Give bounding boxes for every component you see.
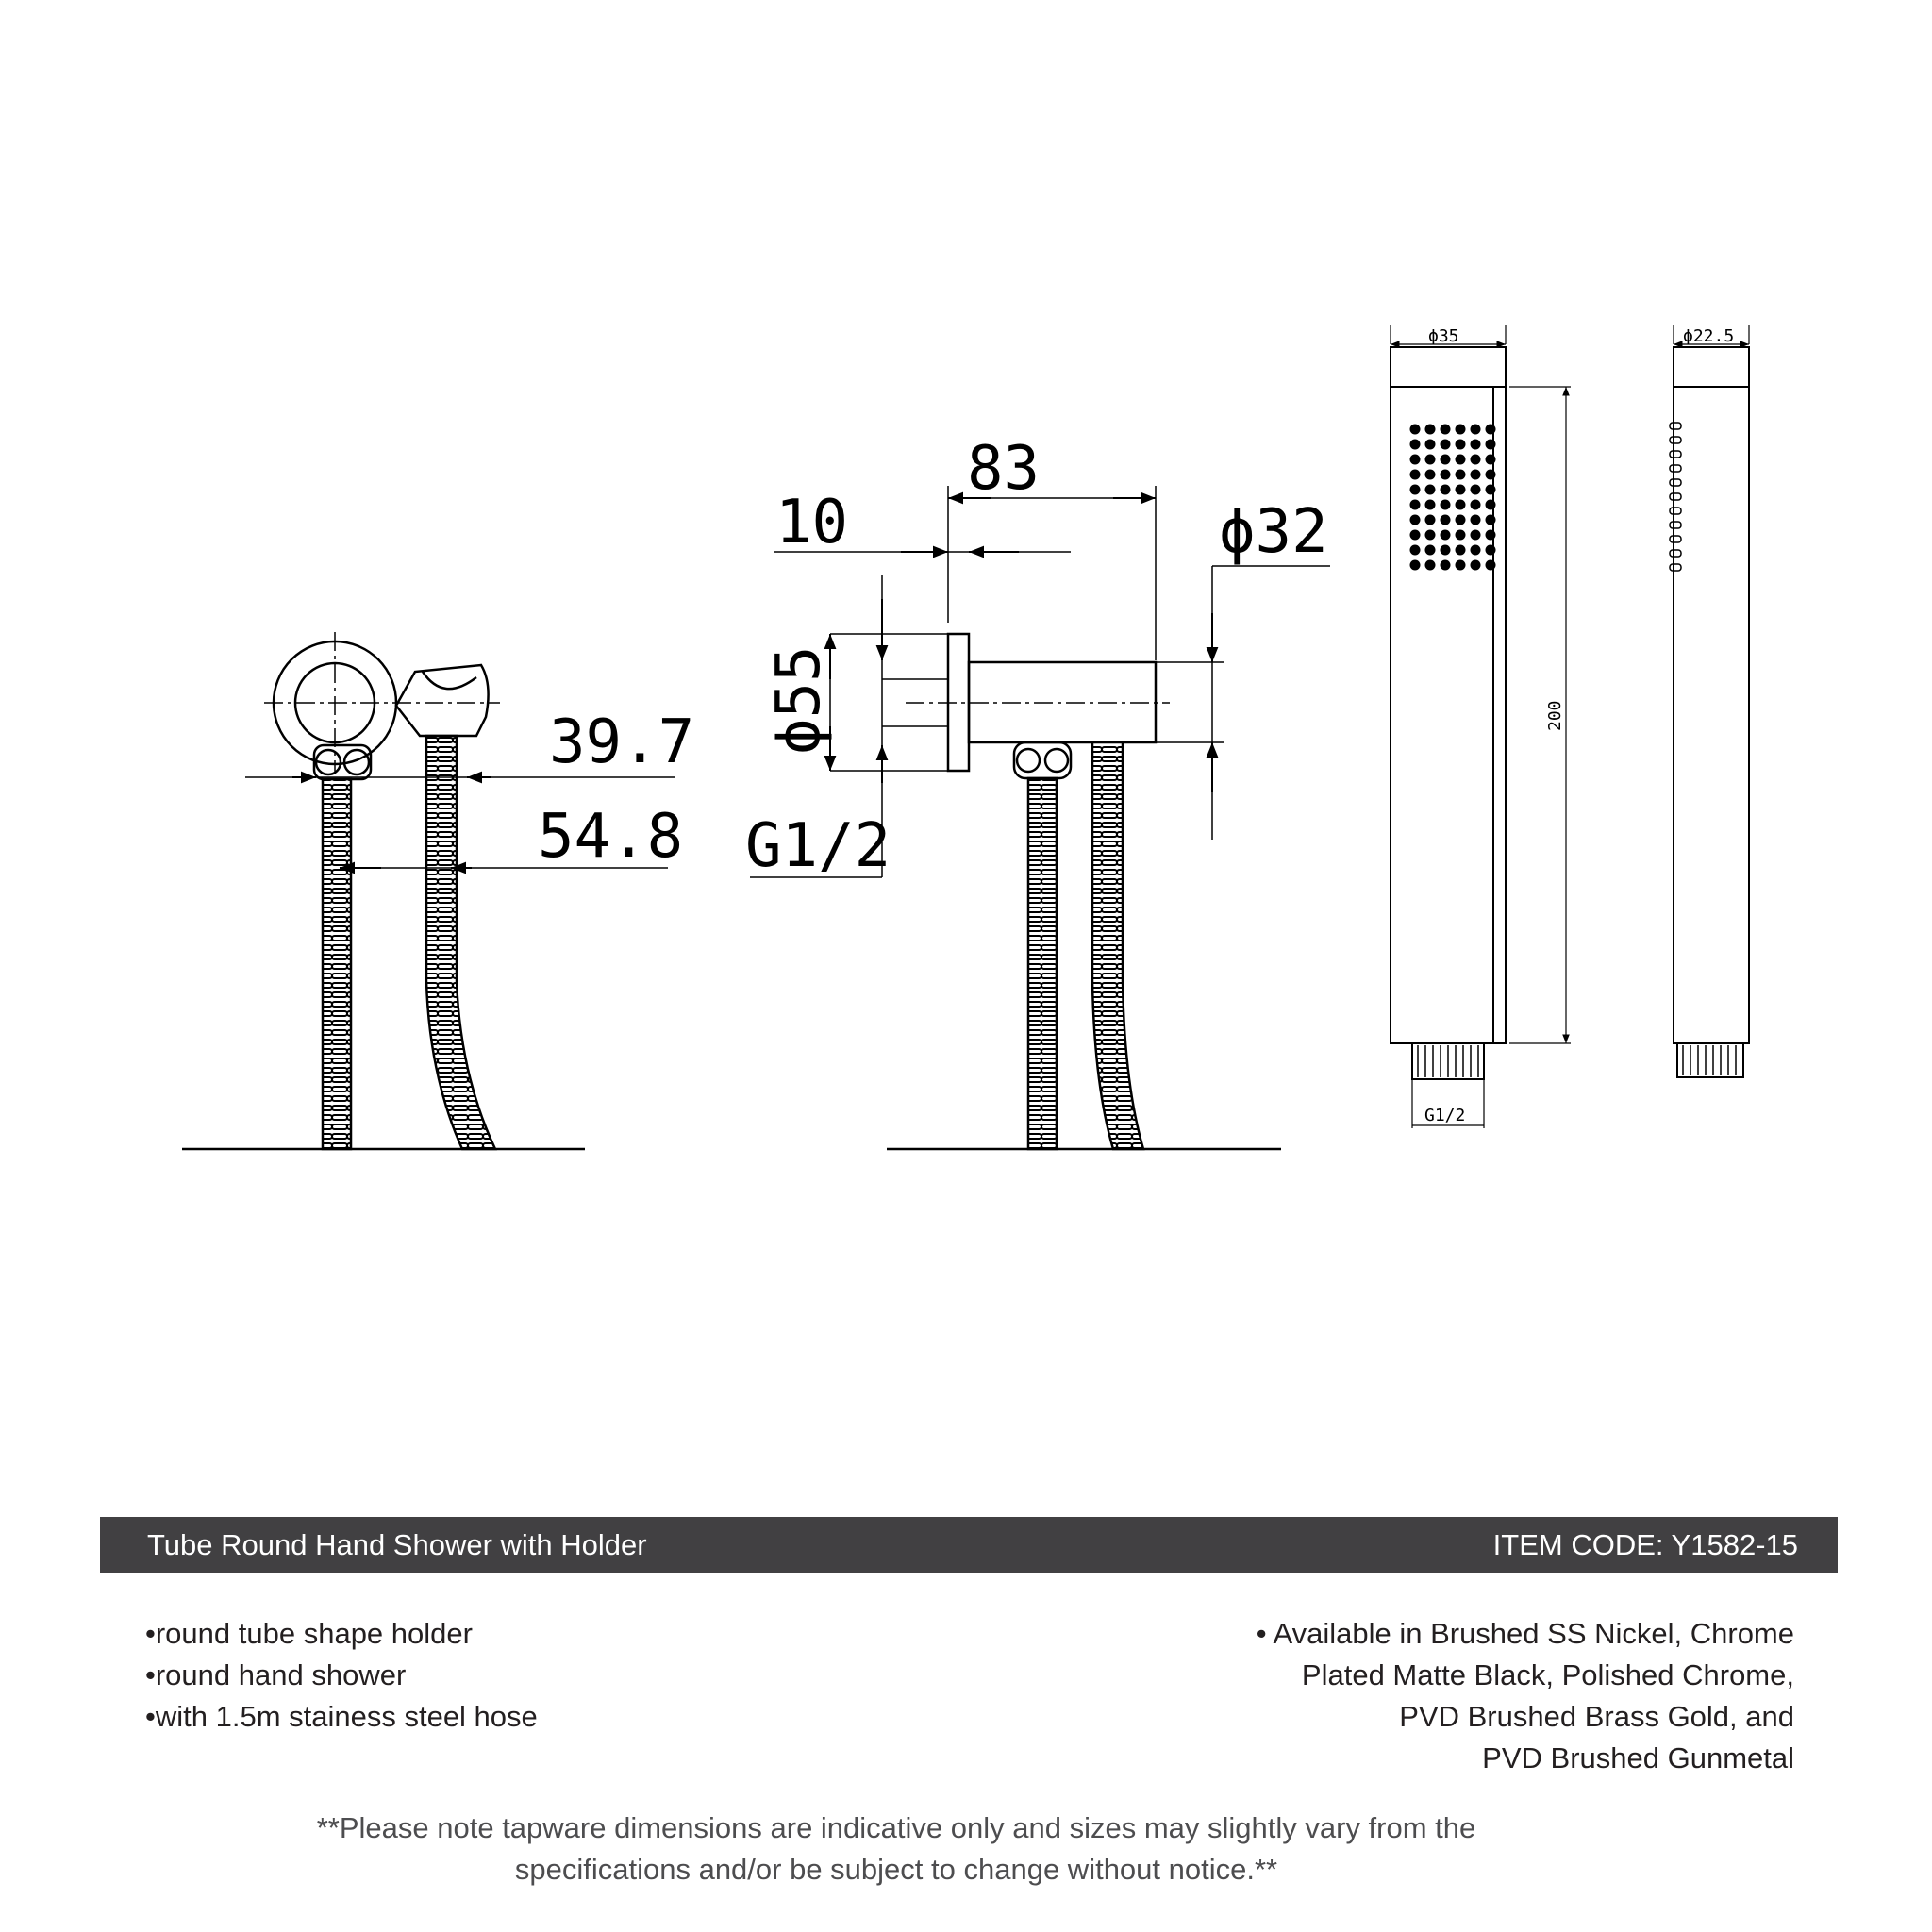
finish-line: PVD Brushed Gunmetal bbox=[1482, 1741, 1794, 1774]
side-hose-left bbox=[323, 779, 351, 1149]
dim-phi22-5: ϕ22.5 bbox=[1683, 326, 1735, 346]
note-line: specifications and/or be subject to change without notice.** bbox=[514, 1853, 1278, 1886]
front-hose-nut bbox=[1014, 742, 1071, 778]
title-bar bbox=[100, 1517, 1838, 1573]
product-title: Tube Round Hand Shower with Holder bbox=[147, 1528, 647, 1561]
side-hose-right bbox=[426, 736, 495, 1149]
front-hose-left bbox=[1028, 778, 1057, 1149]
feature-list bbox=[145, 1613, 538, 1738]
dim-10: 10 bbox=[775, 488, 849, 558]
note-line: **Please note tapware dimensions are indicative only and sizes may slightly vary from the bbox=[316, 1811, 1476, 1844]
shower-side-view bbox=[1670, 325, 1749, 1077]
finish-line: PVD Brushed Brass Gold, and bbox=[1399, 1700, 1794, 1733]
disclaimer-note bbox=[236, 1807, 1557, 1890]
shower-side-thread bbox=[1677, 1043, 1743, 1077]
front-hose-right bbox=[1092, 742, 1143, 1149]
dim-83: 83 bbox=[967, 434, 1041, 504]
finish-line: • Available in Brushed SS Nickel, Chrome bbox=[1256, 1617, 1794, 1650]
side-cradle bbox=[396, 665, 489, 736]
item-code: ITEM CODE: Y1582-15 bbox=[1492, 1528, 1798, 1561]
shower-front-body bbox=[1391, 347, 1506, 1043]
feature-item: • round hand shower bbox=[145, 1655, 538, 1696]
dim-200: 200 bbox=[1545, 700, 1565, 731]
finish-line: Plated Matte Black, Polished Chrome, bbox=[1301, 1658, 1794, 1691]
shower-spray-holes bbox=[1410, 425, 1496, 571]
dim-54-8: 54.8 bbox=[538, 802, 684, 872]
finish-options bbox=[1115, 1613, 1794, 1779]
shower-side-nozzles bbox=[1670, 423, 1681, 571]
shower-side-body bbox=[1674, 347, 1749, 1043]
dim-phi32: ϕ32 bbox=[1219, 497, 1328, 567]
feature-item: • with 1.5m stainess steel hose bbox=[145, 1696, 538, 1738]
dim-phi55: ϕ55 bbox=[764, 645, 834, 755]
shower-thread-label: G1/2 bbox=[1424, 1106, 1466, 1125]
front-thread-label: G1/2 bbox=[745, 811, 891, 881]
dim-phi35: ϕ35 bbox=[1428, 326, 1459, 346]
dim-39-7: 39.7 bbox=[549, 708, 695, 777]
feature-item: • round tube shape holder bbox=[145, 1613, 538, 1655]
